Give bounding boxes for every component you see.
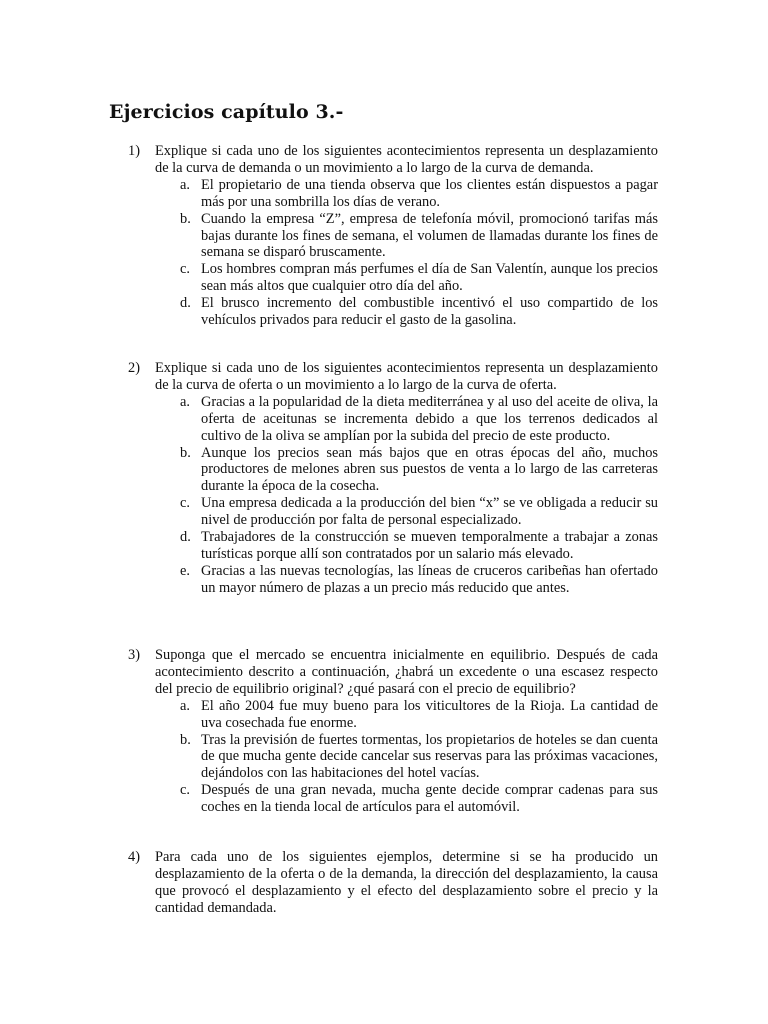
- question-text: Explique si cada uno de los siguientes acontecimientos representa un desplazamiento de la curva de oferta o un movimiento a lo largo de la curva de oferta.: [155, 360, 658, 393]
- question-1-header: [128, 143, 658, 177]
- sub-item-letter: d.: [180, 295, 191, 312]
- question-1: [128, 143, 658, 329]
- question-number: 1): [128, 143, 140, 159]
- sub-item-letter: a.: [180, 393, 190, 410]
- question-text: Para cada uno de los siguientes ejemplos, determine si se ha producido un desplazamiento de la oferta o de la demanda, la dirección del desplazamiento, la causa que provocó el desplazamiento y el efecto del desplazamiento sobre el precio y la cantidad demandada.: [155, 849, 658, 916]
- sub-item-letter: e.: [180, 562, 190, 579]
- sub-item-text: El año 2004 fue muy bueno para los viticultores de la Rioja. La cantidad de uva cosechada fue enorme.: [201, 697, 658, 731]
- sub-item: [180, 732, 658, 783]
- question-number: 2): [128, 360, 140, 376]
- sub-item-letter: a.: [180, 176, 190, 193]
- sub-item-list: [128, 698, 658, 816]
- sub-item-letter: a.: [180, 697, 190, 714]
- question-text: Explique si cada uno de los siguientes acontecimientos representa un desplazamiento de la curva de demanda o un movimiento a lo largo de la curva de demanda.: [155, 143, 658, 176]
- question-2-header: [128, 360, 658, 394]
- sub-item: [180, 261, 658, 295]
- sub-item-text: El brusco incremento del combustible incentivó el uso compartido de los vehículos privados para reducir el gasto de la gasolina.: [201, 295, 658, 329]
- question-number: 4): [128, 849, 140, 865]
- question-4-header: [128, 849, 658, 917]
- sub-item-letter: c.: [180, 495, 190, 512]
- question-text: Suponga que el mercado se encuentra inicialmente en equilibrio. Después de cada acontecimiento descrito a continuación, ¿habrá un excedente o una escasez respecto del precio de equilibrio original? ¿qué pasará con el precio de equilibrio?: [155, 647, 658, 697]
- sub-item-text: Trabajadores de la construcción se mueven temporalmente a trabajar a zonas turísticas porque allí son contratados por un salario más elevado.: [201, 529, 658, 562]
- sub-item-text: Los hombres compran más perfumes el día de San Valentín, aunque los precios sean más altos que cualquier otro día del año.: [201, 261, 658, 295]
- sub-item: [180, 177, 658, 211]
- sub-item-text: Tras la previsión de fuertes tormentas, los propietarios de hoteles se dan cuenta de que mucha gente decide cancelar sus reservas para las próximas vacaciones, dejándolos con las habitaciones del hotel vacías.: [201, 731, 658, 782]
- sub-item: [180, 529, 658, 563]
- question-3-header: [128, 647, 658, 698]
- sub-item: [180, 495, 658, 529]
- sub-item-letter: d.: [180, 529, 191, 546]
- sub-item-letter: c.: [180, 261, 190, 278]
- sub-item: [180, 563, 658, 597]
- sub-item-text: Una empresa dedicada a la producción del bien “x” se ve obligada a reducir su nivel de producción por falta de personal especializado.: [201, 495, 658, 529]
- sub-item-list: [128, 177, 658, 329]
- sub-item: [180, 211, 658, 262]
- sub-item-text: Aunque los precios sean más bajos que en otras épocas del año, muchos productores de melones abren sus puestos de venta a lo largo de las carreteras durante la época de la cosecha.: [201, 444, 658, 495]
- sub-item-text: Gracias a las nuevas tecnologías, las líneas de cruceros caribeñas han ofertado un mayor número de plazas a un precio más reducido que antes.: [201, 562, 658, 596]
- sub-item: [180, 698, 658, 732]
- sub-item-text: Cuando la empresa “Z”, empresa de telefonía móvil, promocionó tarifas más bajas durante los fines de semana, el volumen de llamadas durante los fines de semana se disparó bruscamente.: [201, 210, 658, 261]
- sub-item: [180, 782, 658, 816]
- question-2: [128, 360, 658, 597]
- sub-item-text: Después de una gran nevada, mucha gente decide comprar cadenas para sus coches en la tienda local de artículos para el automóvil.: [201, 782, 658, 816]
- question-4: [128, 849, 658, 917]
- sub-item-text: El propietario de una tienda observa que los clientes están dispuestos a pagar más por una sombrilla los días de verano.: [201, 176, 658, 210]
- page-title: Ejercicios capítulo 3.-: [109, 101, 344, 123]
- sub-item-text: Gracias a la popularidad de la dieta mediterránea y al uso del aceite de oliva, la oferta de aceitunas se incrementa debido a que los terrenos dedicados al cultivo de la oliva se amplían por la subida del precio de este producto.: [201, 393, 658, 444]
- sub-item: [180, 295, 658, 329]
- sub-item-letter: b.: [180, 444, 191, 461]
- question-3: [128, 647, 658, 816]
- sub-item-letter: b.: [180, 210, 191, 227]
- sub-item-letter: c.: [180, 782, 190, 799]
- sub-item: [180, 394, 658, 445]
- sub-item: [180, 445, 658, 496]
- sub-item-letter: b.: [180, 731, 191, 748]
- question-number: 3): [128, 647, 140, 663]
- sub-item-list: [128, 394, 658, 597]
